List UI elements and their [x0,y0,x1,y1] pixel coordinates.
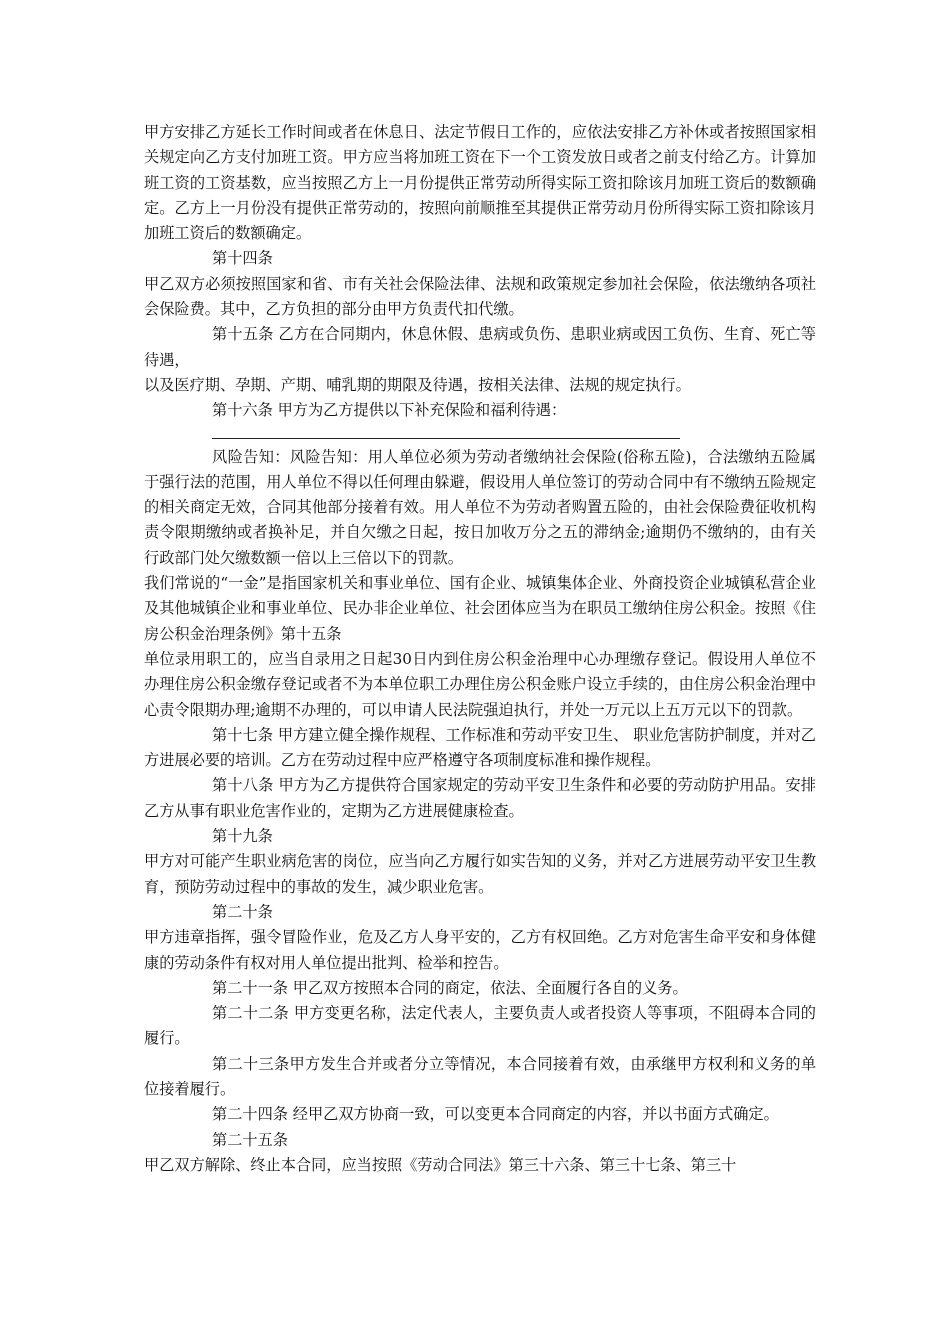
article-20-heading: 第二十条 [212,902,273,921]
housing-fund-continuation: 单位录用职工的，应当自录用之日起30日内到住房公积金治理中心办理缴存登记。假设用人单位不办理住房公积金缴存登记或者不为本单位职工办理住房公积金账户设立手续的，由住房公积金治理中心责令限期办理;逾期不办理的，可以申请人民法院强迫执行，并处一万元以上五万元以下的罚款。 [144,649,816,719]
housing-fund-paragraph: 我们常说的“一金”是指国家机关和事业单位、国有企业、城镇集体企业、外商投资企业城镇私营企业及其他城镇企业和事业单位、民办非企业单位、社会团体应当为在职员工缴纳住房公积金。按照《住房公积金治理条例》第十五条 [144,574,816,643]
article-19-heading: 第十九条 [212,827,273,846]
article-14-paragraph: 甲乙双方必须按照国家和省、市有关社会保险法律、法规和政策规定参加社会保险，依法缴纳各项社会保险费。其中，乙方负担的部分由甲方负责代扣代缴。 [144,274,816,319]
article-20-paragraph: 甲方违章指挥，强令冒险作业，危及乙方人身平安的，乙方有权回绝。乙方对危害生命平安和身体健康的劳动条件有权对用人单位提出批判、检举和控告。 [144,928,816,972]
article-22-paragraph: 第二十二条 甲方变更名称，法定代表人，主要负责人或者投资人等事项，不阻碍本合同的履行。 [144,1004,816,1048]
overtime-paragraph: 甲方安排乙方延长工作时间或者在休息日、法定节假日工作的，应依法安排乙方补休或者按照国家相关规定向乙方支付加班工资。甲方应当将加班工资在下一个工资发放日或者之前支付给乙方。计算加班工资的工资基数，应当按照乙方上一月份提供正常劳动所得实际工资扣除该月加班工资后的数额确定。乙方上一月份没有提供正常劳动的，按照向前顺推至其提供正常劳动月份所得实际工资扣除该月加班工资后的数额确定。 [144,123,816,243]
article-15-paragraph: 第十五条 乙方在合同期内，休息休假、患病或负伤、患职业病或因工负伤、生育、死亡等待遇， [144,325,816,369]
fill-in-line [212,438,680,439]
document-body [144,120,816,1178]
risk-notice-paragraph: 风险告知：风险告知：用人单位必须为劳动者缴纳社会保险(俗称五险)，合法缴纳五险属于强行法的范围，用人单位不得以任何理由躲避，假设用人单位签订的劳动合同中有不缴纳五险规定的相关商定无效，合同其他部分接着有效。用人单位不为劳动者购置五险的，由社会保险费征收机构责令限期缴纳或者换补足，并自欠缴之日起，按日加收万分之五的滞纳金;逾期仍不缴纳的，由有关行政部门处欠缴数额一倍以上三倍以下的罚款。 [144,447,816,567]
article-16-paragraph: 第十六条 甲方为乙方提供以下补充保险和福利待遇： [212,401,567,420]
article-21-paragraph: 第二十一条 甲乙双方按照本合同的商定，依法、全面履行各自的义务。 [212,978,688,997]
article-17-paragraph: 第十七条 甲方建立健全操作规程、工作标准和劳动平安卫生、 职业危害防护制度，并对乙方进展必要的培训。乙方在劳动过程中应严格遵守各项制度标准和操作规程。 [144,725,816,770]
article-18-paragraph: 第十八条 甲方为乙方提供符合国家规定的劳动平安卫生条件和必要的劳动防护用品。安排乙方从事有职业危害作业的，定期为乙方进展健康检查。 [144,776,816,820]
article-24-paragraph: 第二十四条 经甲乙双方协商一致，可以变更本合同商定的内容，并以书面方式确定。 [212,1105,779,1124]
article-25-paragraph: 甲乙双方解除、终止本合同，应当按照《劳动合同法》第三十六条、第三十七条、第三十 [144,1155,737,1174]
article-15-continuation: 以及医疗期、孕期、产期、哺乳期的期限及待遇，按相关法律、法规的规定执行。 [144,375,691,394]
article-14-heading: 第十四条 [212,249,273,268]
article-25-heading: 第二十五条 [212,1130,288,1149]
article-23-paragraph: 第二十三条甲方发生合并或者分立等情况，本合同接着有效，由承继甲方权利和义务的单位接着履行。 [144,1054,816,1098]
article-19-paragraph: 甲方对可能产生职业病危害的岗位，应当向乙方履行如实告知的义务，并对乙方进展劳动平安卫生教育，预防劳动过程中的事故的发生，减少职业危害。 [144,852,816,896]
